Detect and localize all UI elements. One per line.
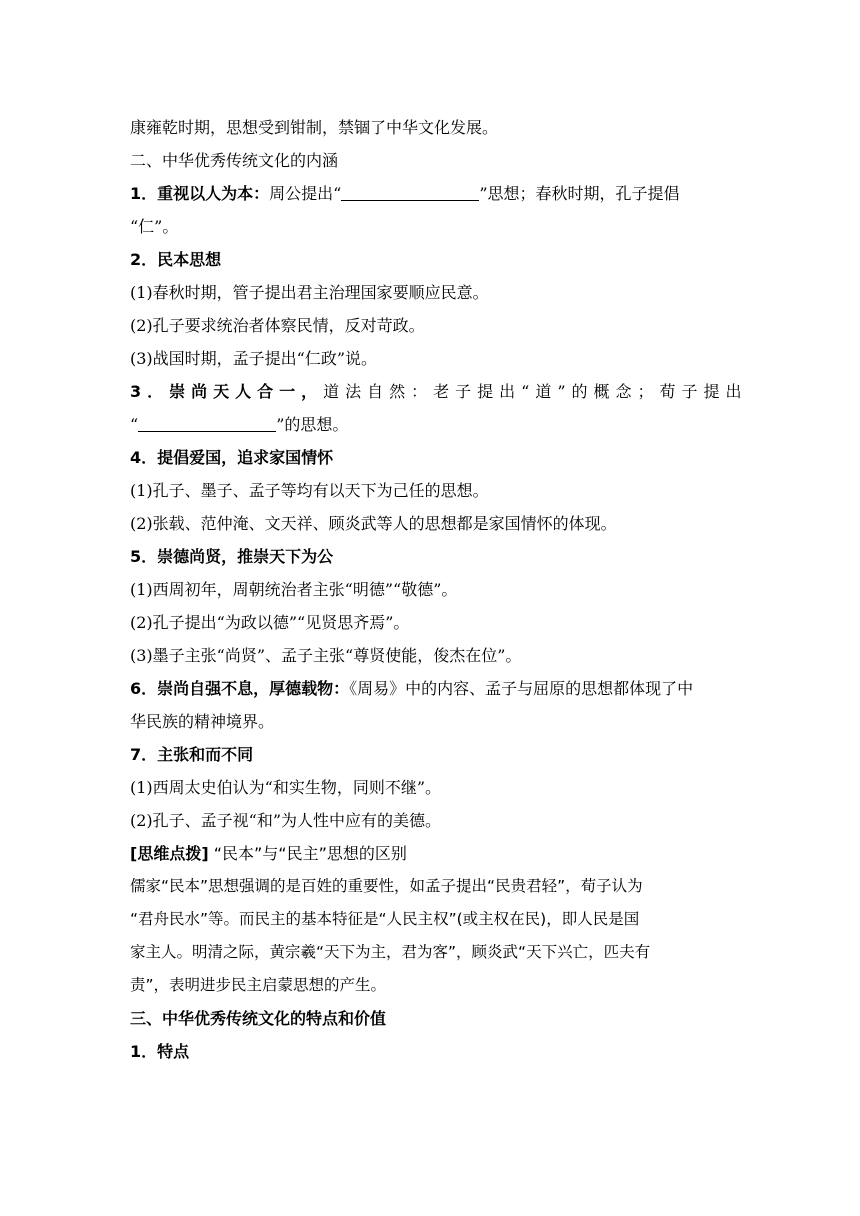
item-text-cont: 华民族的精神境界。: [130, 712, 275, 731]
sub-item: (3)墨子主张“尚贤”、孟子主张“尊贤使能，俊杰在位”。: [130, 646, 522, 665]
item-title: 2．民本思想: [130, 250, 222, 269]
item-text-cont: “仁”。: [130, 217, 179, 236]
sub-item: (1)西周太史伯认为“和实生物，同则不继”。: [130, 778, 442, 797]
section-heading: 三、中华优秀传统文化的特点和价值: [130, 1009, 387, 1028]
item-title: 5．崇德尚贤，推崇天下为公: [130, 547, 334, 566]
sub-item: (2)孔子要求统治者体察民情，反对苛政。: [130, 316, 425, 335]
item-text: 周公提出“: [269, 184, 342, 203]
item-text: ”的思想。: [276, 415, 349, 434]
sub-item: (2)孔子、孟子视“和”为人性中应有的美德。: [130, 811, 442, 830]
sub-item: (1)春秋时期，管子提出君主治理国家要顺应民意。: [130, 283, 489, 302]
sub-item: (3)战国时期，孟子提出“仁政”说。: [130, 349, 378, 368]
sub-item: (1)西周初年，周朝统治者主张“明德”“敬德”。: [130, 580, 458, 599]
item-text: 道法自然：老子提出“道”的概念；荀子提出: [323, 382, 748, 401]
sub-item: (2)张载、范仲淹、文天祥、顾炎武等人的思想都是家国情怀的体现。: [130, 514, 617, 533]
think-text: “君舟民水”等。而民主的基本特征是“人民主权”(或主权在民)，即人民是国: [130, 910, 640, 928]
think-text: 责”，表明进步民主启蒙思想的产生。: [130, 976, 387, 994]
item-3: [130, 375, 748, 408]
think-text: 儒家“民本”思想强调的是百姓的重要性，如孟子提出“民贵君轻”，荀子认为: [130, 877, 643, 895]
section-heading: 二、中华优秀传统文化的内涵: [130, 151, 339, 170]
item-title: 3．崇尚天人合一，: [130, 382, 324, 401]
item-text: ”思想；春秋时期，孔子提倡: [479, 184, 680, 203]
item-text: “: [130, 415, 139, 434]
document-body: [130, 111, 748, 1068]
think-title: “民本”与“民主”思想的区别: [208, 844, 407, 863]
think-text: 家主人。明清之际，黄宗羲“天下为主，君为客”，顾炎武“天下兴亡，匹夫有: [130, 943, 651, 961]
item-1: [130, 177, 732, 210]
item-title: 4．提倡爱国，追求家国情怀: [130, 448, 334, 467]
sub-item: (2)孔子提出“为政以德”“见贤思齐焉”。: [130, 613, 410, 632]
fill-blank: [341, 184, 479, 201]
item-text: 《周易》中的内容、孟子与屈原的思想都体现了中: [349, 679, 694, 698]
think-label: [思维点拨]: [130, 844, 209, 863]
think-box-heading: [130, 837, 732, 870]
item-text-cont: [130, 408, 732, 441]
fill-blank: [138, 415, 276, 432]
item-title: 1．特点: [130, 1042, 190, 1061]
text-line: 康雍乾时期，思想受到钳制，禁锢了中华文化发展。: [130, 118, 499, 137]
item-title: 6．崇尚自强不息，厚德载物：: [130, 679, 350, 698]
sub-item: (1)孔子、墨子、孟子等均有以天下为己任的思想。: [130, 481, 489, 500]
item-6: [130, 672, 732, 705]
item-title: 1．重视以人为本：: [130, 184, 270, 203]
item-title: 7．主张和而不同: [130, 745, 254, 764]
